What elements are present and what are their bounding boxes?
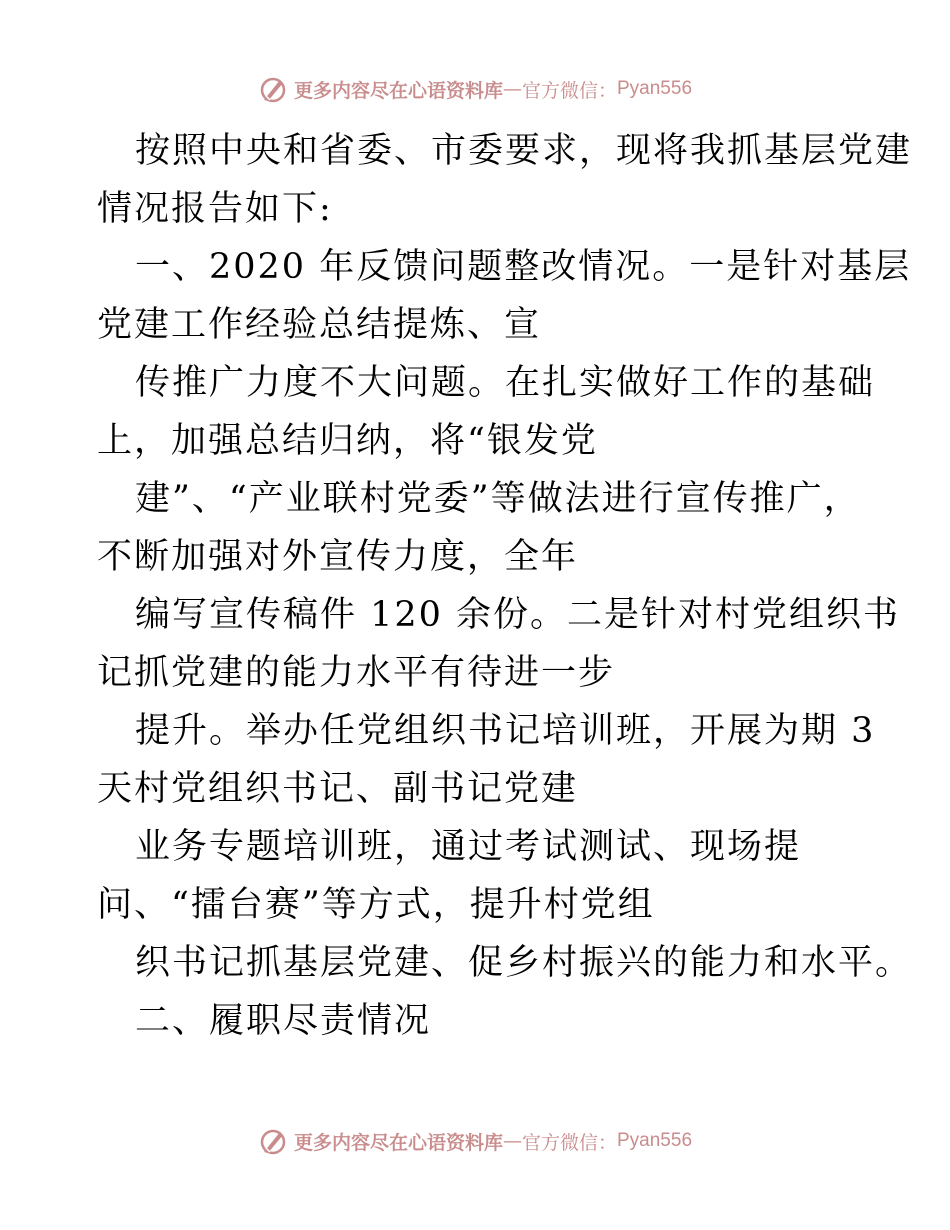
document-body	[97, 122, 913, 1050]
paragraph-line: 编写宣传稿件 120 余份。二是针对村党组织书	[135, 595, 901, 635]
watermark-wechat-id: Pyan556	[617, 78, 693, 99]
paragraph-line: 提升。举办任党组织书记培训班，开展为期 3	[135, 711, 876, 751]
quill-pen-icon	[258, 74, 288, 104]
footer-watermark	[0, 1126, 950, 1156]
paragraph-line: 业务专题培训班，通过考试测试、现场提	[135, 827, 802, 867]
paragraph-line: 一、2020 年反馈问题整改情况。一是针对基层	[135, 247, 912, 287]
header-watermark	[0, 74, 950, 104]
watermark-wechat-id: Pyan556	[617, 1130, 693, 1151]
quill-pen-icon	[258, 1126, 288, 1156]
section-heading: 二、履职尽责情况	[135, 1001, 432, 1041]
watermark-brand: 更多内容尽在心语资料库	[293, 1131, 503, 1154]
paragraph-line: 问、“擂台赛”等方式，提升村党组	[97, 885, 655, 925]
paragraph-line: 不断加强对外宣传力度，全年	[97, 537, 579, 577]
paragraph-line: 按照中央和省委、市委要求，现将我抓基层党建	[135, 131, 913, 171]
watermark-separator: —	[502, 1130, 522, 1152]
paragraph-line: 天村党组织书记、副书记党建	[97, 769, 579, 809]
watermark-wechat-label: 官方微信：	[521, 1131, 617, 1154]
paragraph-line: 记抓党建的能力水平有待进一步	[97, 653, 616, 693]
paragraph-line: 传推广力度不大问题。在扎实做好工作的基础	[135, 363, 876, 403]
watermark-separator: —	[502, 78, 522, 100]
paragraph-line: 上，加强总结归纳，将“银发党	[97, 421, 598, 461]
paragraph-line: 织书记抓基层党建、促乡村振兴的能力和水平。	[135, 943, 913, 983]
watermark-wechat-label: 官方微信：	[521, 79, 617, 102]
paragraph-line: 党建工作经验总结提炼、宣	[97, 305, 542, 345]
paragraph-line: 情况报告如下:	[97, 189, 333, 229]
paragraph-line: 建”、“产业联村党委”等做法进行宣传推广，	[135, 479, 861, 519]
watermark-brand: 更多内容尽在心语资料库	[293, 79, 503, 102]
